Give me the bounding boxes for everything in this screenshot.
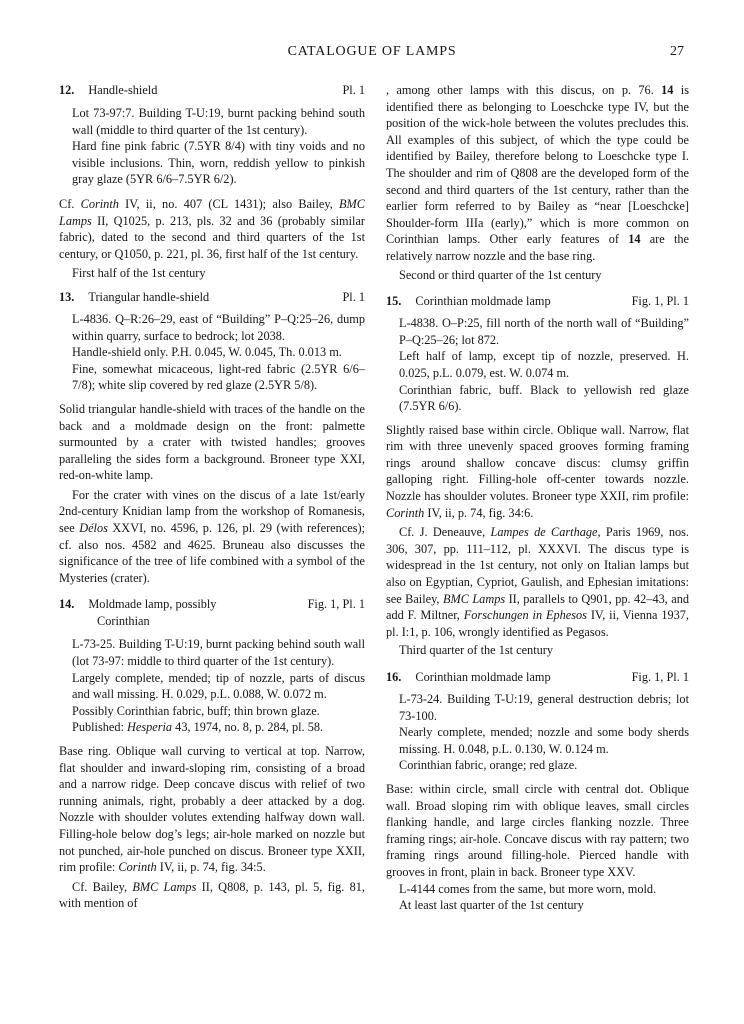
entry-number: 16. (386, 670, 402, 684)
entry-number: 13. (59, 289, 75, 304)
entry-date: At least last quarter of the 1st century (399, 898, 584, 913)
entry-commentary: Slightly raised base within circle. Oblique wall. Narrow, flat rim with three unevenly spaced grooves forming framing rings around shallow concave discus: clumsy griffin galloping right. Filling-hole off-center towards nozzle. Nozzle has shoulder volutes. Broneer type XXII, rim profile: Corinth IV, ii, p. 74, fig. 34:6. (386, 422, 689, 520)
entry-description: L-73-25. Building T-U:19, burnt packing behind south wall (lot 73-97: middle to third quarter of the 1st century). (72, 637, 365, 669)
entry-commentary: Cf. Bailey, BMC Lamps II, Q808, p. 143, pl. 5, fig. 81, with mention of (59, 879, 365, 911)
entry-publication: Published: Hesperia 43, 1974, no. 8, p. 284, pl. 58. (72, 720, 324, 735)
entry-description: Nearly complete, mended; nozzle and some body sherds missing. H. 0.048, p.L. 0.130, W. 0.124 m. (399, 725, 689, 756)
entry-description: Corinthian fabric, buff. Black to yellowish red glaze (7.5YR 6/6). (399, 382, 689, 414)
entry-description: Handle-shield only. P.H. 0.045, W. 0.045, Th. 0.013 m. (72, 345, 342, 360)
page-title: CATALOGUE OF LAMPS (287, 44, 457, 59)
entry-name: Corinthian moldmade lamp (415, 670, 551, 684)
entry-description: L-4836. Q–R:26–29, east of “Building” P–Q:25–26, dump within quarry, surface to bedrock; lot 2038. (72, 311, 365, 343)
entry-number: 12. (59, 83, 75, 97)
entry-name: Triangular handle-shield (88, 289, 210, 304)
entry-commentary: Solid triangular handle-shield with traces of the handle on the back and a moldmade design on the front: palmette surmounted by a crater with twisted handles; grooves paralleling the sides form a background. Broneer type XXI, red-on-white lamp. (59, 401, 365, 483)
entry-date: Second or third quarter of the 1st century (399, 267, 602, 282)
entry-14 (59, 596, 365, 912)
entry-description: L-4838. O–P:25, fill north of the north wall of “Building” P–Q:25–26; lot 872. (399, 316, 689, 347)
entry-description: L-73-24. Building T-U:19, general destruction debris; lot 73-100. (399, 692, 689, 723)
entry-commentary: Cf. J. Deneauve, Lampes de Carthage, Paris 1969, nos. 306, 307, pp. 111–112, pl. XXXVI. The discus type is widespread in the 1st century, not only on Italian lamps but also on Egyptian, Cypriot, Gaulish, and Ephesian imitations: see Bailey, BMC Lamps II, parallels to Q901, pp. 42–43, and add F. Miltner, Forschungen in Ephesos IV, ii, Vienna 1937, pl. I:1, p. 106, wrongly identified as Pegasos. (386, 525, 690, 639)
page-number: 27 (670, 44, 684, 59)
entry-commentary: Base: within circle, small circle with central dot. Oblique wall. Broad sloping rim with oblique leaves, small circles flanking handle, and large circles flanking nozzle. Three framing rings; air-hole. Concave discus with ray pattern; two framing rings around filling-hole. Pierced handle with grooves in front, plain in back. Broneer type XXV. (386, 781, 689, 879)
right-column (386, 82, 689, 914)
entry-commentary: Cf. Corinth IV, ii, no. 407 (CL 1431); also Bailey, BMC Lamps II, Q1025, p. 213, pls. 32 and 36 (probably similar fabric), dated to the second and third quarters of the 1st century, or Q1050, p. 221, pl. 36, first half of the 1st century. (59, 196, 365, 261)
entry-commentary: L-4144 comes from the same, but more worn, mold. (399, 881, 657, 896)
entry-date: Third quarter of the 1st century (399, 643, 553, 658)
entry-15 (386, 293, 689, 659)
entry-name-cont: Corinthian (97, 614, 150, 629)
plate-ref: Fig. 1, Pl. 1 (631, 294, 689, 309)
entry-description: Largely complete, mended; tip of nozzle, parts of discus and wall missing. H. 0.029, p.L. 0.088, W. 0.072 m. (72, 670, 365, 702)
entry-description: Left half of lamp, except tip of nozzle, preserved. H. 0.025, p.L. 0.079, est. W. 0.074 m. (399, 349, 689, 380)
entry-heading (386, 669, 689, 686)
entry-name: Moldmade lamp, possibly (88, 597, 217, 612)
entry-description: Hard fine pink fabric (7.5YR 8/4) with tiny voids and no visible inclusions. Thin, worn, reddish yellow to pinkish gray glaze (5YR 6/6–7.5YR 6/2). (72, 139, 365, 187)
entry-description: Lot 73-97:7. Building T-U:19, burnt packing behind south wall (middle to third quarter of the 1st century). (72, 106, 365, 137)
entry-heading (59, 82, 365, 99)
plate-ref: Fig. 1, Pl. 1 (631, 670, 689, 684)
entry-number: 14. (59, 597, 75, 612)
entry-description: Fine, somewhat micaceous, light-red fabric (2.5YR 6/6–7/8); white slip covered by red glaze (2.5YR 5/8). (72, 361, 365, 393)
entry-date: First half of the 1st century (72, 266, 206, 281)
entry-16 (386, 669, 689, 914)
entry-description: Possibly Corinthian fabric, buff; thin brown glaze. (72, 703, 320, 718)
left-column (59, 82, 365, 912)
plate-ref: Fig. 1, Pl. 1 (307, 597, 365, 612)
entry-name: Corinthian moldmade lamp (415, 294, 551, 309)
entry-commentary-continued: , among other lamps with this discus, on p. 76. 14 is identified there as belonging to Loeschcke type IV, but the position of the wick-hole between the volutes precludes this. All examples of this subject, of which the type could be identified by Bailey, therefore belong to Loeschcke type I. The shoulder and rim of Q808 are the developed form of the second and third quarters of the 1st century, rather than the earlier form referred to by Bailey as “near [Loeschcke] Shoulder-form IIIa (early),” which is more common on Corinthian lamps. Other early features of 14 are the relatively narrow nozzle and the base ring. (386, 83, 690, 263)
entry-heading (59, 596, 365, 613)
plate-ref: Pl. 1 (342, 289, 365, 304)
plate-ref: Pl. 1 (342, 83, 365, 97)
entry-name: Handle-shield (88, 83, 158, 97)
entry-description: Corinthian fabric, orange; red glaze. (399, 758, 578, 773)
entry-commentary: Base ring. Oblique wall curving to vertical at top. Narrow, flat shoulder and inward-sloping rim, consisting of a broad and a narrow ridge. Deep concave discus with relief of two running animals, right, probably a deer attacked by a dog. Nozzle with shoulder volutes extending halfway down wall. Filling-hole below dog’s legs; air-hole marked on nozzle but not punched, air-hole punched on discus. Broneer type XXII, rim profile: Corinth IV, ii, p. 74, fig. 34:5. (59, 744, 365, 875)
entry-number: 15. (386, 294, 402, 309)
running-header (60, 44, 684, 64)
entry-13 (59, 289, 365, 587)
entry-heading (386, 293, 689, 310)
entry-12 (59, 82, 365, 282)
entry-heading (59, 289, 365, 306)
entry-commentary: For the crater with vines on the discus of a late 1st/early 2nd-century Knidian lamp from the workshop of Romanesis, see Délos XXVI, no. 4596, p. 126, pl. 29 (with references); cf. also nos. 4582 and 4625. Bruneau also discusses the significance of the tree of life combined with a symbol of the Mysteries (crater). (59, 487, 365, 585)
